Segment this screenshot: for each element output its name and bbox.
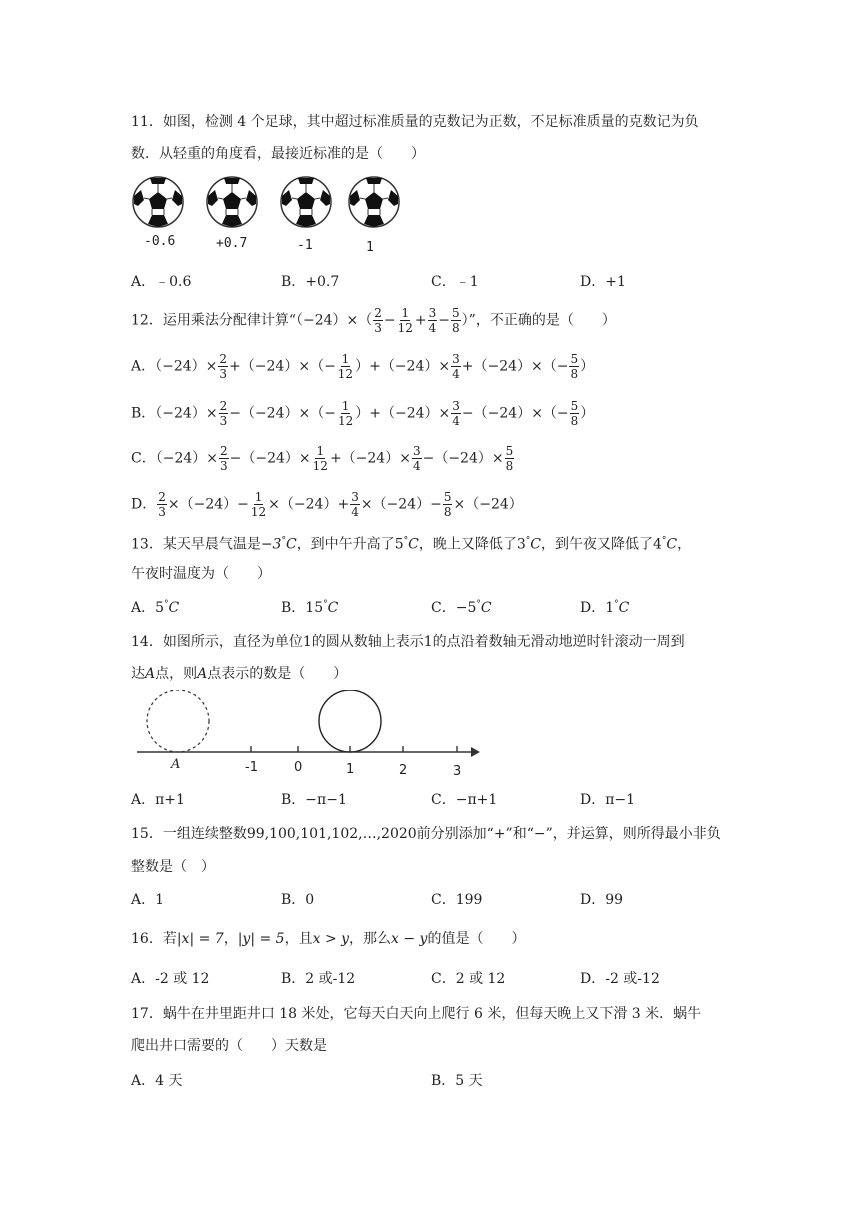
q12-suffix: ）”，不正确的是（ ）	[461, 312, 616, 329]
frac-2-3: $\frac{2}{3}$	[374, 306, 382, 335]
axis-label-3: 3	[453, 764, 462, 779]
q16-option-c: C．2 或 12	[431, 971, 506, 987]
q15-option-a: A．1	[131, 892, 165, 908]
soccer-ball-3	[281, 177, 331, 227]
q13-option-c: C．−5°C	[431, 599, 492, 616]
q13-option-b: B．15°C	[281, 599, 339, 616]
q11-option-c: C．﹣1	[431, 274, 479, 290]
q12-stem: 12．运用乘法分配律计算“（−24）×（ $\frac{2}{3}$ − $\frac{1}{12}$ + $\frac{3}{4}$ − $\frac{5}{8}$ ）”，不正确的是（ ）	[131, 306, 616, 335]
axis-label-2: 2	[399, 763, 408, 778]
q16-option-b: B．2 或-12	[281, 971, 356, 987]
q12-prefix: 12．运用乘法分配律计算“（−24）×（	[131, 312, 373, 329]
ball-label-4: 1	[366, 240, 374, 255]
q17-option-a: A．4 天	[131, 1073, 183, 1089]
q14-option-c: C．−π+1	[431, 792, 498, 808]
frac-1-12: $\frac{1}{12}$	[397, 306, 413, 335]
axis-label-a: A	[171, 757, 181, 772]
q15-line2: 整数是（ ）	[131, 859, 215, 875]
q13-line2: 午夜时温度为（ ）	[131, 566, 271, 582]
q16-option-a: A．-2 或 12	[131, 971, 210, 987]
q17-line1: 17．蜗牛在井里距井口 18 米处，它每天白天向上爬行 6 米，但每天晚上又下滑 3 米．蜗牛	[131, 1006, 702, 1022]
q11-option-d: D．+1	[580, 274, 626, 290]
frac-3-4: $\frac{3}{4}$	[428, 306, 437, 335]
axis-arrow	[471, 747, 480, 757]
q17-line2: 爬出井口需要的（ ）天数是	[131, 1038, 327, 1054]
q14-line2: 达A点，则A点表示的数是（ ）	[131, 666, 348, 682]
q12-option-c: C．（−24）× $\frac{2}{3}$ −（−24）× $\frac{1}{12}$ +（−24）× $\frac{3}{4}$ −（−24）× $\frac{5}{8}$	[131, 444, 514, 473]
axis-label-1: 1	[346, 762, 355, 777]
q12-option-b: B．（−24）× $\frac{2}{3}$ −（−24）×（− $\frac{1}{12}$ ）+（−24）× $\frac{3}{4}$ −（−24）×（− $\frac{5}{8}$ ）	[131, 399, 595, 428]
q16-option-d: D．-2 或-12	[580, 971, 660, 987]
solid-circle	[319, 690, 381, 752]
q12-option-d: D． $\frac{2}{3}$ ×（−24）− $\frac{1}{12}$ ×（−24）+ $\frac{3}{4}$ ×（−24）− $\frac{5}{8}$ ×（−24）	[131, 490, 523, 519]
q13-option-d: D．1°C	[580, 599, 630, 616]
number-line-figure	[135, 690, 480, 780]
soccer-ball-2	[207, 177, 257, 227]
axis-label-neg1: -1	[245, 760, 258, 775]
ball-label-2: +0.7	[216, 236, 248, 251]
ball-label-3: -1	[297, 238, 313, 253]
q15-line1: 15．一组连续整数99,100,101,102,…,2020前分别添加“+”和“−”，并运算，则所得最小非负	[131, 826, 721, 842]
q11-line1: 11．如图，检测 4 个足球，其中超过标准质量的克数记为正数，不足标准质量的克数记为负	[131, 114, 699, 130]
q11-option-b: B．+0.7	[281, 274, 340, 290]
q11-option-a: A．﹣0.6	[131, 274, 192, 290]
q14-line1: 14．如图所示，直径为单位1的圆从数轴上表示1的点沿着数轴无滑动地逆时针滚动一周到	[131, 634, 685, 650]
q16-line1: 16．若|x| = 7，|y| = 5，且x > y，那么x − y的值是（ ）	[131, 931, 526, 947]
q13-line1: 13．某天早晨气温是−3°C，到中午升高了5°C，晚上又降低了3°C，到午夜又降低了4°C，	[131, 536, 692, 553]
soccer-ball-4	[349, 177, 399, 227]
axis-label-0: 0	[294, 760, 303, 775]
q15-option-c: C．199	[431, 892, 483, 908]
dashed-circle	[147, 690, 209, 752]
frac-5-8: $\frac{5}{8}$	[452, 306, 460, 335]
q11-line2: 数．从轻重的角度看，最接近标准的是（ ）	[131, 146, 425, 162]
q15-option-d: D．99	[580, 892, 624, 908]
q14-option-b: B．−π−1	[281, 792, 347, 808]
q15-option-b: B．0	[281, 892, 315, 908]
q14-option-d: D．π−1	[580, 792, 636, 808]
q17-option-b: B．5 天	[431, 1073, 483, 1089]
q13-option-a: A．5°C	[131, 599, 180, 616]
ball-label-1: -0.6	[144, 234, 176, 249]
q14-option-a: A．π+1	[131, 792, 185, 808]
soccer-ball-1	[133, 177, 183, 227]
q12-option-a: A．（−24）× $\frac{2}{3}$ +（−24）×（− $\frac{1}{12}$ ）+（−24）× $\frac{3}{4}$ +（−24）×（− $\frac{5}{8}$ ）	[131, 352, 595, 381]
